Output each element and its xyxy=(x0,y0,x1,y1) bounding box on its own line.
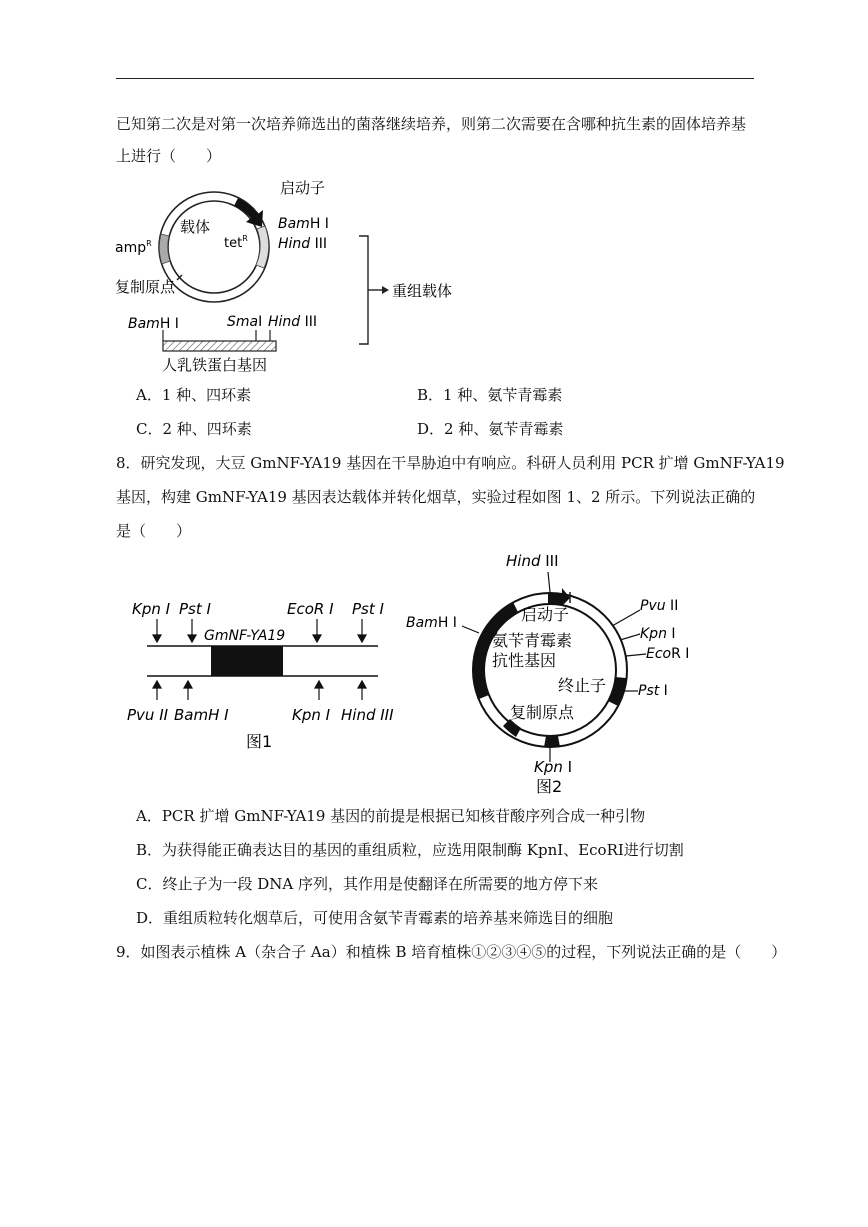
q8-option-d[interactable]: D．重组质粒转化烟草后，可使用含氨苄青霉素的培养基来筛选目的细胞 xyxy=(136,909,614,927)
q7-option-a[interactable]: A．1 种、四环素 xyxy=(136,386,252,404)
q7-option-b[interactable]: B．1 种、氨苄青霉素 xyxy=(417,386,563,404)
fig2-pvuii-label: Pvu II xyxy=(640,598,679,614)
fig1-gene-label: GmNF-YA19 xyxy=(204,628,286,644)
q7-option-c[interactable]: C．2 种、四环素 xyxy=(136,420,252,438)
fig2-promoter-label: 启动子 xyxy=(521,605,570,624)
fig2-amp-line1: 氨苄青霉素 xyxy=(492,631,573,650)
q8-stem-line3: 是（ ） xyxy=(116,522,192,540)
recombinant-vector-label: 重组载体 xyxy=(392,282,453,300)
header-rule xyxy=(116,78,754,79)
gene-bamhi-label: BamH I xyxy=(128,316,179,332)
q7-stem-line2: 上进行（ ） xyxy=(116,147,222,165)
q8-stem-line1: 8．研究发现，大豆 GmNF-YA19 基因在干旱胁迫中有响应。科研人员利用 PCR 扩增 GmNF-YA19 xyxy=(116,454,785,472)
fig1-caption: 图1 xyxy=(246,732,273,751)
fig1-kpni-top-label: Kpn I xyxy=(132,600,171,618)
fig2-ecori-label: EcoR I xyxy=(646,646,690,662)
promoter-arrow xyxy=(234,198,263,227)
bamhi-label: BamH I xyxy=(278,216,329,232)
q8-option-b[interactable]: B．为获得能正确表达目的基因的重组质粒，应选用限制酶 KpnⅠ、EcoRⅠ进行切割 xyxy=(136,841,684,859)
fig1-bamhi-label: BamH I xyxy=(174,706,229,724)
lactoferrin-gene-fragment xyxy=(163,341,276,351)
q7-stem-line1: 已知第二次是对第一次培养筛选出的菌落继续培养，则第二次需要在含哪种抗生素的固体培养基 xyxy=(116,115,747,133)
fig2-hindiii-label: Hind III xyxy=(506,552,559,570)
q8-stem-line2: 基因，构建 GmNF-YA19 基因表达载体并转化烟草，实验过程如图 1、2 所示。下列说法正确的 xyxy=(116,488,756,506)
promoter-label: 启动子 xyxy=(280,179,326,197)
q8-figure-1 xyxy=(122,595,407,755)
hindiii-label: Hind III xyxy=(278,236,328,252)
q7-option-d[interactable]: D．2 种、氨苄青霉素 xyxy=(417,420,564,438)
fig2-origin-label: 复制原点 xyxy=(510,703,575,722)
q8-figure-2 xyxy=(400,548,720,798)
q9-stem-line1: 9．如图表示植株 A（杂合子 Aa）和植株 B 培育植株①②③④⑤的过程，下列说法正确的是（ ） xyxy=(116,943,787,961)
origin-label: 复制原点 xyxy=(115,278,176,296)
q8-option-a[interactable]: A．PCR 扩增 GmNF-YA19 基因的前提是根据已知核苷酸序列合成一种引物 xyxy=(136,807,646,825)
fig2-caption: 图2 xyxy=(536,777,563,796)
fig1-kpni-bottom-label: Kpn I xyxy=(292,706,331,724)
lactoferrin-gene-label: 人乳铁蛋白基因 xyxy=(162,356,268,374)
fig2-amp-line2: 抗性基因 xyxy=(492,651,557,670)
tet-label: tet$^R$ xyxy=(224,234,248,251)
fig1-psti-top2-label: Pst I xyxy=(352,600,384,618)
fig1-psti-top-label: Pst I xyxy=(179,600,211,618)
fig2-kpni-label: Kpn I xyxy=(640,626,676,642)
fig1-pvuii-label: Pvu II xyxy=(127,706,169,724)
gmnf-ya19-gene-block xyxy=(211,646,283,676)
fig2-bamhi-label: BamH I xyxy=(406,615,457,631)
gene-hindiii-label: Hind III xyxy=(268,314,318,330)
fig1-ecori-top-label: EcoR I xyxy=(287,600,334,618)
vector-label: 载体 xyxy=(180,218,211,236)
q7-figure xyxy=(110,172,490,377)
gene-smai-label: SmaI xyxy=(227,314,263,330)
fig2-psti-label: Pst I xyxy=(638,683,668,699)
promoter-arrow xyxy=(548,588,570,606)
q8-option-c[interactable]: C．终止子为一段 DNA 序列，其作用是使翻译在所需要的地方停下来 xyxy=(136,875,598,893)
amp-label: amp$^R$ xyxy=(115,239,152,256)
fig2-terminator-label: 终止子 xyxy=(558,676,607,695)
fig1-hindiii-label: Hind III xyxy=(341,706,394,724)
tet-resistance-segment xyxy=(256,226,269,268)
fig2-kpni-bottom-label: Kpn I xyxy=(534,758,573,776)
